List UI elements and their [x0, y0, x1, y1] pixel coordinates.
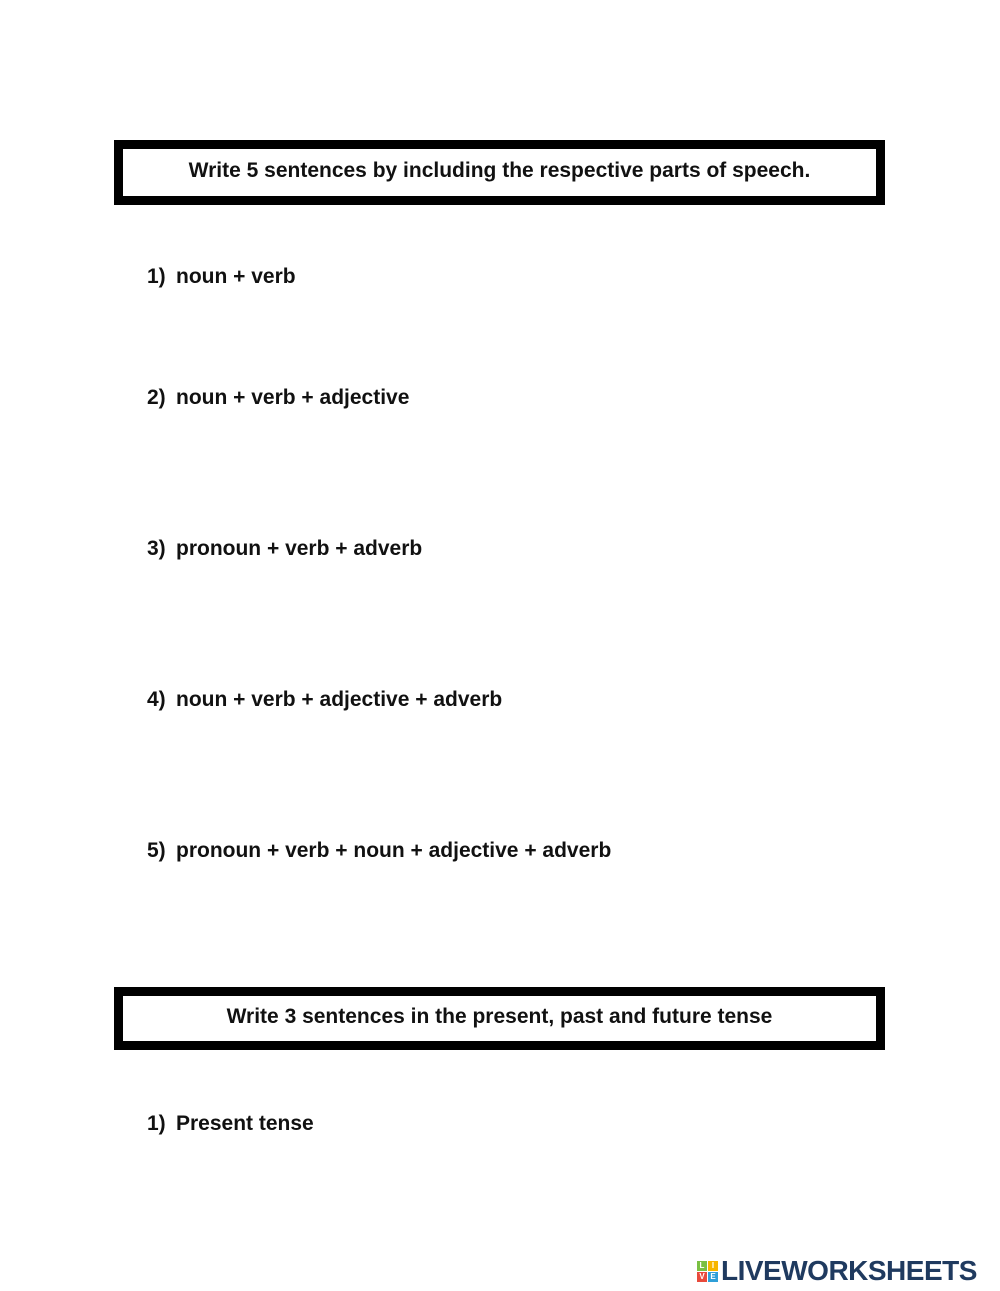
exercise-item — [147, 838, 611, 864]
exercise-item — [147, 264, 296, 290]
item-prompt: pronoun + verb + adverb — [176, 537, 423, 560]
item-number: 4) — [147, 688, 166, 711]
item-number: 5) — [147, 839, 166, 862]
logo-block-i: I — [708, 1261, 718, 1271]
exercise-item — [147, 1111, 314, 1137]
item-prompt: Present tense — [176, 1112, 314, 1135]
logo-mark-icon — [697, 1261, 718, 1282]
logo-text: LIVEWORKSHEETS — [721, 1255, 977, 1286]
liveworksheets-logo — [697, 1256, 977, 1286]
item-prompt: noun + verb + adjective — [176, 386, 410, 409]
exercise-item — [147, 385, 409, 411]
item-number: 2) — [147, 386, 166, 409]
item-number: 1) — [147, 1112, 166, 1135]
instruction-text-1: Write 5 sentences by including the respective parts of speech. — [188, 158, 811, 182]
exercise-item — [147, 687, 502, 713]
item-prompt: noun + verb + adjective + adverb — [176, 688, 503, 711]
logo-block-l: L — [697, 1261, 707, 1271]
logo-block-e: E — [708, 1272, 718, 1282]
item-prompt: pronoun + verb + noun + adjective + adverb — [176, 839, 612, 862]
instruction-box-1 — [114, 140, 885, 205]
instruction-box-2 — [114, 987, 885, 1050]
item-number: 3) — [147, 537, 166, 560]
item-prompt: noun + verb — [176, 265, 296, 288]
item-number: 1) — [147, 265, 166, 288]
logo-block-v: V — [697, 1272, 707, 1282]
exercise-item — [147, 536, 422, 562]
instruction-text-2: Write 3 sentences in the present, past and future tense — [226, 1004, 773, 1028]
